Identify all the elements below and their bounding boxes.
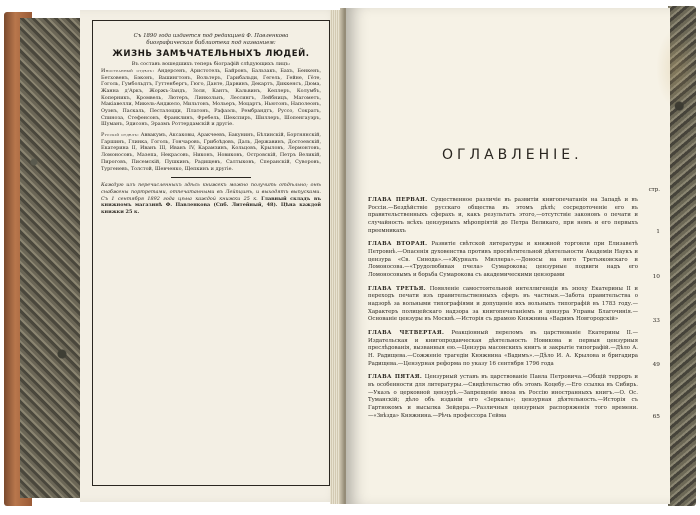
series-subnote: Въ составъ вошедшихъ теперь біографій слѣдующихъ лицъ: (131, 60, 291, 67)
chapter-page-number: 33 (652, 318, 660, 325)
toc-chapter (368, 241, 660, 279)
chapter-heading: ГЛАВА ПЯТАЯ. (368, 374, 423, 381)
advertisement-intro: Съ 1890 года издается под редакцией Ф. Павленкова биографическая библиотека под названием: (133, 33, 289, 47)
russian-department-list: Аввакумъ, Аксаковы, Аракчеевъ, Бакунинъ, Бѣлинскій, Бортнянскій, Гаршинъ, Глинка, Гоголь, Гончаровъ, Грибоѣдовъ, Даль, Державинъ, Достоевскій, Екатерина II, Иванъ III, Иванъ IV, Карамзинъ, Кольцовъ, Крыловъ, Лермонтовъ, Ломоносовъ, Мазепа, Некрасовъ, Никонъ, Новиковъ, Островскій, Петръ Великій, Пироговъ, Писемскій, Пушкинъ, Радищевъ, Салтыковъ, Сперанскій, Суворовъ, Тургеневъ, Толстой, Шевченко, Щепкинъ и другіе. (101, 132, 321, 172)
toc-chapter (368, 197, 660, 235)
advertisement-frame (92, 20, 330, 486)
chapter-summary: Цензурный уставъ въ царствованіе Павла Петровича.—Общій терроръ и въ особенности для литературы.—Свидѣтельство объ этомъ Коцебу.—Его ссылка въ Сибирь.—Указъ о церковной цензурѣ.—Запрещеніе ввоза въ Россію иностранныхъ книгъ.—О. Ос. Туманскій; дѣло объ изданіи его «Зеркала»; цензурная дѣятельность.—Исторія съ Гартнокомъ и высылка Зейдера.—Различныя цензурныя распоряженія того времени.—«Звѣзда» Княжнина.—Рѣчь профессора Гейма (368, 374, 638, 419)
russian-department (101, 132, 321, 172)
chapter-summary: Реакціонный переломъ въ царствованіе Екатерины II.—Издательская и книгопродавческая дѣятельность Новикова и первыя цензурныя преслѣдованія, вызванныя ею.—Цензура масонскихъ книгъ и закрытіе типографій.—Дѣло А. Н. Радищева.—Сожженіе трагедіи Княжнина «Вадимъ».—Дѣло И. А. Крылова и бригадира Радищева.—Цензурная реформа по указу 16 сентября 1796 года (368, 330, 638, 367)
divider-rule (171, 177, 251, 178)
chapter-page-number: 49 (652, 362, 660, 369)
chapter-heading: ГЛАВА ЧЕТВЕРТАЯ. (368, 330, 445, 337)
chapter-heading: ГЛАВА ПЕРВАЯ. (368, 197, 428, 203)
toc-chapter (368, 286, 660, 324)
toc-chapter-list (368, 197, 660, 426)
chapter-heading: ГЛАВА ТРЕТЬЯ. (368, 285, 427, 292)
page-column-label: стр. (648, 187, 660, 193)
toc-chapter (368, 374, 660, 420)
toc-title: ОГЛАВЛЕНІЕ. (442, 147, 583, 163)
series-title: ЖИЗНЬ ЗАМѢЧАТЕЛЬНЫХЪ ЛЮДЕЙ. (112, 48, 310, 59)
chapter-page-number: 10 (652, 273, 660, 280)
chapter-summary: Развитіе свѣтской литературы и книжной торговли при Елизаветѣ Петровнѣ.—Опасенія духовенства противъ просвѣтительной дѣятельности Академіи Наукъ и цензура «Св. Синода».—«Журналъ Миллера».—Доносы на него Третьяковскаго и Ломоносова.—«Трудолюбивая пчела» Сумарокова; цензурные подвиги надъ его Ломоносовымъ и борьба Сумарокова съ академическими цензорами (368, 241, 639, 279)
left-page (80, 10, 344, 502)
chapter-page-number: 1 (656, 229, 660, 236)
subscription-note (101, 182, 321, 215)
toc-chapter (368, 330, 660, 368)
chapter-heading: ГЛАВА ВТОРАЯ. (368, 241, 428, 248)
subscription-note-text: Каждую изъ перечисленныхъ здѣсь книжекъ можно получить отдѣльно; онѣ снабжены портретами, отпечатанными въ Лейпцигѣ, и выходятъ выпусками. Съ 1 сентября 1892 года цѣна каждой книжки 25 к. (101, 182, 321, 202)
foreign-department-name: Иностранный отдѣлъ: (101, 68, 155, 75)
chapter-summary: Появленіе самостоятельной интеллигенціи въ эпоху Екатерины II и переходъ печати изъ правительственныхъ сферъ въ частныя.—Забота правительства о надзорѣ за вольными типографіями и допущеніе ихъ вольныхъ типографій въ 1783 году.—Характеръ полицейскаго надзора за книгопечатаніемъ и цензура Управы Благочинія.—Основаніе цензуры въ Москвѣ.—Исторія съ драмою Княжнина «Вадимъ Новгородскій» (368, 285, 638, 323)
chapter-summary: Существенное различіе въ развитіи книгопечатанія на Западѣ и въ Россіи.—Бездѣйствіе русскаго общества въ этомъ дѣлѣ; сосредоточеніе его въ правительственныхъ сферахъ и, какъ результатъ этого,—отсутствіе законовъ о печати и случайность всѣхъ цензурныхъ мѣропріятій до Петра Великаго, при немъ и его первыхъ преемникахъ (368, 197, 638, 234)
russian-department-name: Русскій отдѣлъ: (101, 132, 140, 139)
foreign-department (101, 68, 321, 128)
chapter-page-number: 65 (652, 414, 660, 421)
right-page (346, 8, 670, 504)
subscription-note-bold: Главный складъ въ книжномъ магазинѣ Ф. Павленкова (Спб. Литейный, 48). Цѣна каждой книжки 25 к. (101, 195, 322, 215)
paper-stain (656, 28, 696, 108)
foreign-department-list: Андерсенъ, Аристотель, Байронъ, Бальзакъ, Бахъ, Бенкенъ, Бетховенъ, Бэконъ, Вашингтонъ, Вольтеръ, Гарибальди, Гегель, Гейне, Гёте, Гоголь, Гумбольдтъ, Гуттенбергъ, Гюго, Данте, Дарвинъ, Декартъ, Диккенсъ, Дюма, Жанна д'Аркъ, Жоржъ-Зандъ, Золя, Кантъ, Кальвинъ, Кеплеръ, Колумбъ, Коперникъ, Кромвель, Лютеръ, Линкольнъ, Лессингъ, Лейбницъ, Магометъ, Макіавелли, Микель-Анджело, Мильтонъ, Мольеръ, Моцартъ, Ньютонъ, Наполеонъ, Оуэнъ, Паскаль, Песталоцци, Платонъ, Рафаэль, Рембрандтъ, Руссо, Сократъ, Спиноза, Стефенсонъ, Франклинъ, Фребель, Шекспиръ, Шиллеръ, Шопенгауэръ, Шуманъ, Эдисонъ, Эразмъ Роттердамскій и другіе. (101, 68, 322, 128)
